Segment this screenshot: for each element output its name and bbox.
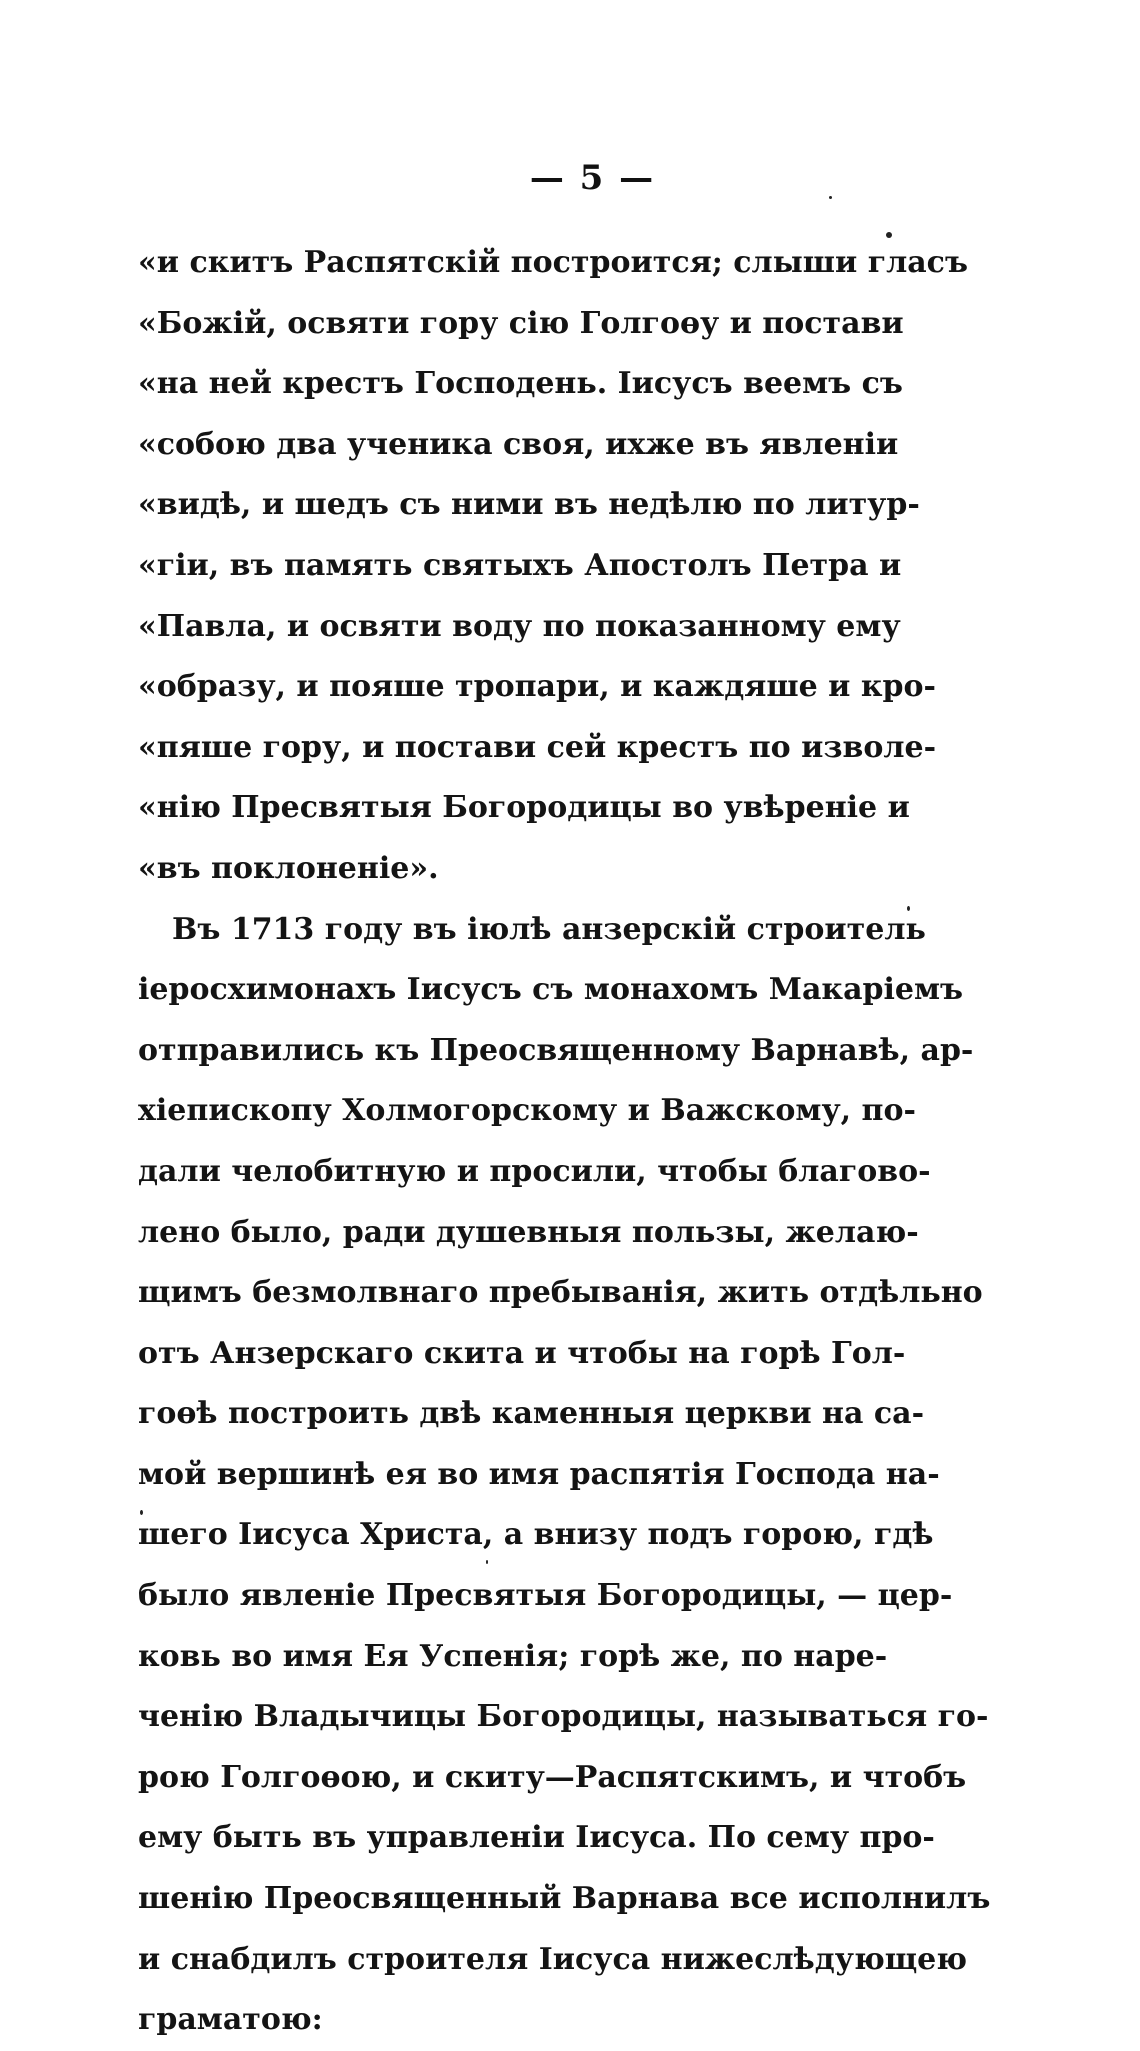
text-line: «и скитъ Распятскій построится; слыши гласъ — [138, 245, 968, 280]
text-line: «образу, и пояше тропари, и каждяше и кро- — [138, 669, 936, 705]
text-line: гоөѣ построить двѣ каменныя церкви на са- — [138, 1396, 925, 1432]
paper-speck — [829, 196, 832, 199]
body-text — [138, 233, 991, 2051]
text-line: было явленіе Пресвятыя Богородицы, — цер- — [138, 1578, 953, 1614]
text-line: ченію Владычицы Богородицы, называться го- — [138, 1699, 989, 1735]
text-line: отъ Анзерскаго скита и чтобы на горѣ Гол- — [138, 1335, 906, 1371]
text-line: «пяше гору, и постави сей крестъ по изволе- — [138, 729, 937, 765]
text-line: «гіи, въ память святыхъ Апостолъ Петра и — [138, 547, 902, 583]
text-line: «Павла, и освяти воду по показанному ему — [138, 608, 901, 644]
text-line: шего Іисуса Христа, а внизу подъ горою, гдѣ — [138, 1517, 934, 1553]
paper-speck — [886, 232, 892, 238]
text-line: отправились къ Преосвященному Варнавѣ, ар- — [138, 1032, 974, 1068]
text-line: граматою: — [138, 2002, 323, 2038]
text-line: «Божій, освяти гору сію Голгоөу и постави — [138, 305, 904, 341]
text-line: шенію Преосвященный Варнава все исполнилъ — [138, 1881, 991, 1917]
text-line: ему быть въ управленіи Іисуса. По сему про- — [138, 1820, 935, 1856]
paper-speck — [907, 906, 910, 911]
text-line: «въ поклоненіе». — [138, 850, 439, 886]
text-line: ковь во имя Ея Успенія; горѣ же, по наре- — [138, 1638, 888, 1674]
page-number: — 5 — — [529, 158, 656, 198]
paragraph-first-line: Въ 1713 году въ іюлѣ анзерскій строитель — [172, 911, 926, 947]
text-line: хіепископу Холмогорскому и Важскому, по- — [138, 1093, 916, 1129]
text-line: «нію Пресвятыя Богородицы во увѣреніе и — [138, 790, 910, 826]
paper-speck — [486, 1560, 488, 1564]
text-line: рою Голгоөою, и скиту—Распятскимъ, и чтобъ — [138, 1759, 967, 1795]
text-line: щимъ безмолвнаго пребыванія, жить отдѣльно — [138, 1275, 983, 1311]
text-line: «видѣ, и шедъ съ ними въ недѣлю по литур- — [138, 487, 920, 523]
text-line: «на ней крестъ Господень. Іисусъ веемъ съ — [138, 366, 903, 402]
text-line: мой вершинѣ ея во имя распятія Господа на- — [138, 1456, 940, 1492]
text-line: лено было, ради душевныя пользы, желаю- — [138, 1214, 919, 1250]
text-line: іеросхимонахъ Іисусъ съ монахомъ Макаріемъ — [138, 972, 964, 1008]
text-line: дали челобитную и просили, чтобы благово- — [138, 1153, 931, 1189]
paper-speck — [140, 1510, 143, 1515]
text-line: «собою два ученика своя, ихже въ явленіи — [138, 426, 899, 462]
text-line: и снабдилъ строителя Іисуса нижеслѣдующею — [138, 1941, 968, 1977]
